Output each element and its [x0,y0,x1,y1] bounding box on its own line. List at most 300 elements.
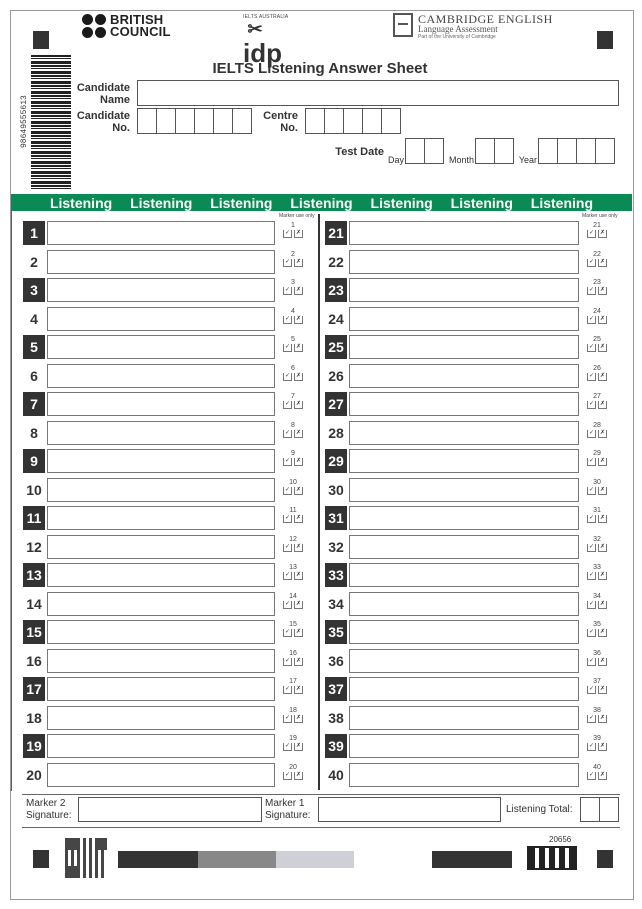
idp-mark: idp [243,38,282,68]
marker-number: 35 [593,621,601,628]
answer-field[interactable] [47,763,275,787]
timing-strip [276,851,354,868]
candidate-barcode [21,55,71,189]
question-row [23,563,307,587]
marker-number: 31 [593,507,601,514]
question-row [23,535,307,559]
marker-number: 9 [291,450,295,457]
tick-icon: ✓ [284,771,291,778]
answer-field[interactable] [47,335,275,359]
tick-cross-icon [281,658,305,666]
answer-field[interactable] [47,278,275,302]
cross-icon: ✗ [599,344,606,350]
answer-field[interactable] [349,734,579,758]
tick-cross-icon [281,629,305,637]
answer-field[interactable] [349,706,579,730]
marker-box[interactable] [585,734,609,758]
question-row [325,706,611,730]
tick-icon: ✓ [284,629,291,635]
registration-mark [33,850,49,868]
cross-icon: ✗ [295,629,302,635]
question-number: 1 [23,221,45,245]
answer-field[interactable] [349,421,579,445]
day-field[interactable] [405,138,443,164]
marker2-label: Marker 2 Signature: [26,798,72,821]
marker-number: 19 [289,735,297,742]
question-number: 18 [26,709,42,726]
question-number: 11 [23,506,45,530]
tick-cross-icon [585,287,609,295]
answer-field[interactable] [349,335,579,359]
answer-field[interactable] [47,221,275,245]
barcode-digits: 98649555613 [20,95,29,149]
tick-cross-icon [585,743,609,751]
band-label: Listening [210,194,273,211]
question-number: 2 [30,253,38,270]
qr-code [65,838,107,878]
tick-cross-icon [585,629,609,637]
tick-icon: ✓ [284,287,291,293]
cross-icon: ✗ [599,572,606,578]
question-row [23,734,307,758]
cross-icon: ✗ [599,657,606,664]
answer-field[interactable] [47,449,275,473]
tick-cross-icon [281,373,305,381]
marker-number: 2 [291,250,295,258]
tick-cross-icon [585,316,609,324]
cross-icon: ✗ [599,543,606,550]
question-row [325,221,611,245]
marker-number: 38 [593,706,601,714]
tick-cross-icon [281,686,305,694]
answer-field[interactable] [47,421,275,445]
marker-box[interactable] [281,221,305,245]
answer-field[interactable] [349,307,579,331]
timing-strip [118,851,198,868]
tick-icon: ✓ [284,315,291,322]
question-row [23,592,307,616]
column-divider [318,214,320,790]
marker-box[interactable] [281,563,305,587]
answer-field[interactable] [349,677,579,701]
cross-icon: ✗ [295,287,302,293]
answer-field[interactable] [47,620,275,644]
cross-icon: ✗ [599,429,606,436]
marker-box[interactable] [281,677,305,701]
marker-number: 11 [289,507,297,514]
marker-box[interactable] [585,649,609,673]
registration-mark [33,31,49,49]
question-number: 16 [26,652,42,669]
marker1-signature-field[interactable] [318,797,501,822]
marker-box[interactable] [585,250,609,274]
band-label: Listening [370,194,433,211]
listening-total-label: Listening Total: [506,804,573,815]
sheet-code-barcode [527,846,577,870]
marker-box[interactable] [281,449,305,473]
candidate-name-field[interactable] [137,80,619,106]
answer-field[interactable] [47,734,275,758]
marker-box[interactable] [585,677,609,701]
question-row [325,649,611,673]
cross-icon: ✗ [295,372,302,379]
tick-cross-icon [585,686,609,694]
idp-logo: ✂idp IELTS AUSTRALIA [243,14,289,68]
marker-number: 24 [593,307,601,315]
marker-number: 16 [289,649,297,657]
cross-icon: ✗ [599,600,606,607]
logo-text: BRITISH [110,12,164,27]
question-row [23,421,307,445]
answer-field[interactable] [349,364,579,388]
question-number: 20 [26,766,42,783]
tick-icon: ✓ [588,771,595,778]
cambridge-logo [393,13,553,40]
marker-box[interactable] [585,478,609,502]
cambridge-title: CAMBRIDGE ENGLISH [418,12,553,26]
listening-total-field[interactable] [580,797,618,822]
cross-icon: ✗ [599,771,606,778]
cross-icon: ✗ [295,600,302,607]
year-field[interactable] [538,138,614,164]
marker-box[interactable] [281,478,305,502]
question-number: 34 [328,595,344,612]
question-number: 37 [325,677,347,701]
marker-box[interactable] [585,221,609,245]
marker-number: 26 [593,364,601,372]
cross-icon: ✗ [599,458,606,464]
question-row [23,307,307,331]
band-label: Listening [450,194,513,211]
question-number: 24 [328,310,344,327]
marker-number: 7 [291,393,295,400]
tick-cross-icon [281,430,305,438]
band-label: Listening [530,194,594,211]
tick-icon: ✓ [588,372,595,379]
logo-text: COUNCIL [110,24,171,39]
tick-icon: ✓ [588,629,595,635]
cross-icon: ✗ [295,230,302,236]
question-row [23,649,307,673]
marker-box[interactable] [281,421,305,445]
tick-icon: ✓ [284,657,291,664]
cross-icon: ✗ [599,714,606,721]
question-number: 35 [325,620,347,644]
marker-box[interactable] [281,392,305,416]
tick-icon: ✓ [284,686,291,692]
question-number: 38 [328,709,344,726]
question-row [325,535,611,559]
tick-icon: ✓ [284,230,291,236]
british-council-logo [82,14,171,38]
registration-mark [597,31,613,49]
tick-cross-icon [281,230,305,238]
question-row [23,706,307,730]
question-row [325,278,611,302]
marker-number: 25 [593,336,601,343]
marker-number: 1 [291,222,295,229]
question-number: 12 [26,538,42,555]
answer-field[interactable] [47,392,275,416]
marker-box[interactable] [585,364,609,388]
band-label: Listening [290,194,353,211]
cambridge-shield-icon [393,13,413,37]
marker-box[interactable] [281,763,305,787]
cross-icon: ✗ [295,315,302,322]
tick-cross-icon [585,715,609,723]
marker-number: 14 [289,592,297,600]
answer-field[interactable] [349,506,579,530]
question-row [325,563,611,587]
tick-cross-icon [585,572,609,580]
cross-icon: ✗ [599,743,606,749]
answer-field[interactable] [349,535,579,559]
marker2-signature-field[interactable] [78,797,262,822]
candidate-name-label: Candidate Name [76,82,130,106]
tick-cross-icon [281,715,305,723]
tick-icon: ✓ [588,657,595,664]
question-row [325,307,611,331]
tick-cross-icon [281,544,305,552]
candidate-no-field[interactable] [137,108,251,134]
marker-number: 13 [289,564,297,571]
cross-icon: ✗ [295,543,302,550]
question-row [325,677,611,701]
tick-cross-icon [281,515,305,523]
question-row [325,449,611,473]
marker-box[interactable] [585,392,609,416]
question-number: 19 [23,734,45,758]
marker-box[interactable] [585,535,609,559]
question-row [325,763,611,787]
marker-number: 6 [291,364,295,372]
marker-box[interactable] [585,763,609,787]
answer-field[interactable] [47,649,275,673]
tick-icon: ✓ [588,543,595,550]
question-number: 4 [30,310,38,327]
tick-icon: ✓ [284,714,291,721]
question-number: 8 [30,424,38,441]
cross-icon: ✗ [599,287,606,293]
cross-icon: ✗ [295,515,302,521]
question-row [23,392,307,416]
question-number: 10 [26,481,42,498]
marker-box[interactable] [585,620,609,644]
question-row [23,278,307,302]
tick-icon: ✓ [588,686,595,692]
tick-cross-icon [281,401,305,409]
tick-cross-icon [585,373,609,381]
answer-field[interactable] [349,763,579,787]
marker-number: 5 [291,336,295,343]
cross-icon: ✗ [599,372,606,379]
marker-use-only-label: Marker use only [279,213,315,219]
answer-field[interactable] [349,620,579,644]
tick-icon: ✓ [588,458,595,464]
tick-icon: ✓ [284,401,291,407]
answer-field[interactable] [349,649,579,673]
marker-box[interactable] [585,278,609,302]
marker-box[interactable] [281,335,305,359]
question-number: 26 [328,367,344,384]
question-number: 13 [23,563,45,587]
marker-number: 39 [593,735,601,742]
marker-number: 10 [289,478,297,486]
marker-box[interactable] [281,307,305,331]
question-row [23,677,307,701]
question-row [23,221,307,245]
marker-use-only-label: Marker use only [582,213,618,219]
marker-number: 32 [593,535,601,543]
answer-field[interactable] [47,706,275,730]
question-number: 39 [325,734,347,758]
marker-box[interactable] [585,335,609,359]
question-row [23,335,307,359]
answer-field[interactable] [47,478,275,502]
marker-box[interactable] [585,421,609,445]
answer-field[interactable] [349,392,579,416]
answer-field[interactable] [349,449,579,473]
answer-field[interactable] [47,677,275,701]
marker-number: 30 [593,478,601,486]
marker-box[interactable] [585,592,609,616]
cross-icon: ✗ [599,401,606,407]
marker-box[interactable] [281,250,305,274]
question-row [23,364,307,388]
tick-cross-icon [585,458,609,466]
marker1-label: Marker 1 Signature: [265,798,311,821]
question-row [325,506,611,530]
barcode-bars [31,55,71,189]
tick-icon: ✓ [588,287,595,293]
marker-number: 33 [593,564,601,571]
marker-number: 18 [289,706,297,714]
answer-field[interactable] [349,250,579,274]
cross-icon: ✗ [295,657,302,664]
question-number: 30 [328,481,344,498]
marker-number: 15 [289,621,297,628]
answer-field[interactable] [47,535,275,559]
tick-cross-icon [585,772,609,780]
answer-field[interactable] [47,364,275,388]
band-label: Listening [49,194,113,211]
tick-cross-icon [281,601,305,609]
tick-icon: ✓ [588,401,595,407]
footer-rule [22,794,620,795]
answer-field[interactable] [47,250,275,274]
question-row [325,592,611,616]
marker-box[interactable] [281,620,305,644]
answer-field[interactable] [349,478,579,502]
tick-icon: ✓ [284,543,291,550]
marker-box[interactable] [281,706,305,730]
marker-box[interactable] [281,364,305,388]
cross-icon: ✗ [599,230,606,236]
tick-cross-icon [585,259,609,267]
cross-icon: ✗ [599,515,606,521]
answer-field[interactable] [349,592,579,616]
tick-cross-icon [585,230,609,238]
marker-box[interactable] [281,506,305,530]
tick-cross-icon [585,430,609,438]
question-row [325,620,611,644]
answer-field[interactable] [47,506,275,530]
idp-subtitle: IELTS AUSTRALIA [243,14,289,20]
answer-field[interactable] [47,307,275,331]
question-number: 40 [328,766,344,783]
answer-field[interactable] [47,592,275,616]
tick-icon: ✓ [588,315,595,322]
left-rule [11,211,12,791]
tick-cross-icon [585,601,609,609]
tick-icon: ✓ [588,743,595,749]
tick-icon: ✓ [284,515,291,521]
cross-icon: ✗ [599,315,606,322]
marker-box[interactable] [281,734,305,758]
cross-icon: ✗ [295,572,302,578]
cross-icon: ✗ [295,486,302,493]
marker-box[interactable] [281,592,305,616]
marker-box[interactable] [585,706,609,730]
tick-icon: ✓ [284,258,291,265]
year-label: Year [518,155,537,165]
marker-box[interactable] [281,649,305,673]
marker-box[interactable] [585,449,609,473]
question-row [23,478,307,502]
question-row [23,763,307,787]
question-row [325,364,611,388]
marker-box[interactable] [585,307,609,331]
marker-box[interactable] [585,506,609,530]
question-number: 17 [23,677,45,701]
tick-cross-icon [585,344,609,352]
marker-box[interactable] [281,278,305,302]
marker-number: 23 [593,279,601,286]
marker-number: 22 [593,250,601,258]
tick-icon: ✓ [284,486,291,493]
tick-cross-icon [281,572,305,580]
tick-cross-icon [585,487,609,495]
tick-icon: ✓ [588,258,595,265]
answer-field[interactable] [47,563,275,587]
tick-cross-icon [281,259,305,267]
question-row [325,478,611,502]
question-number: 14 [26,595,42,612]
centre-no-field[interactable] [305,108,400,134]
cross-icon: ✗ [295,429,302,436]
month-field[interactable] [475,138,513,164]
marker-number: 4 [291,307,295,315]
centre-no-label: Centre No. [263,110,298,134]
answer-field[interactable] [349,221,579,245]
cambridge-tagline: Part of the University of Cambridge [418,34,496,40]
timing-strip [432,851,512,868]
marker-box[interactable] [281,535,305,559]
tick-icon: ✓ [588,230,595,236]
marker-number: 40 [593,763,601,771]
question-number: 29 [325,449,347,473]
answer-field[interactable] [349,563,579,587]
cross-icon: ✗ [599,258,606,265]
page-title: IELTS Listening Answer Sheet [212,60,428,77]
tick-cross-icon [281,487,305,495]
question-number: 23 [325,278,347,302]
question-number: 9 [23,449,45,473]
marker-number: 3 [291,279,295,286]
question-number: 32 [328,538,344,555]
answer-field[interactable] [349,278,579,302]
marker-box[interactable] [585,563,609,587]
